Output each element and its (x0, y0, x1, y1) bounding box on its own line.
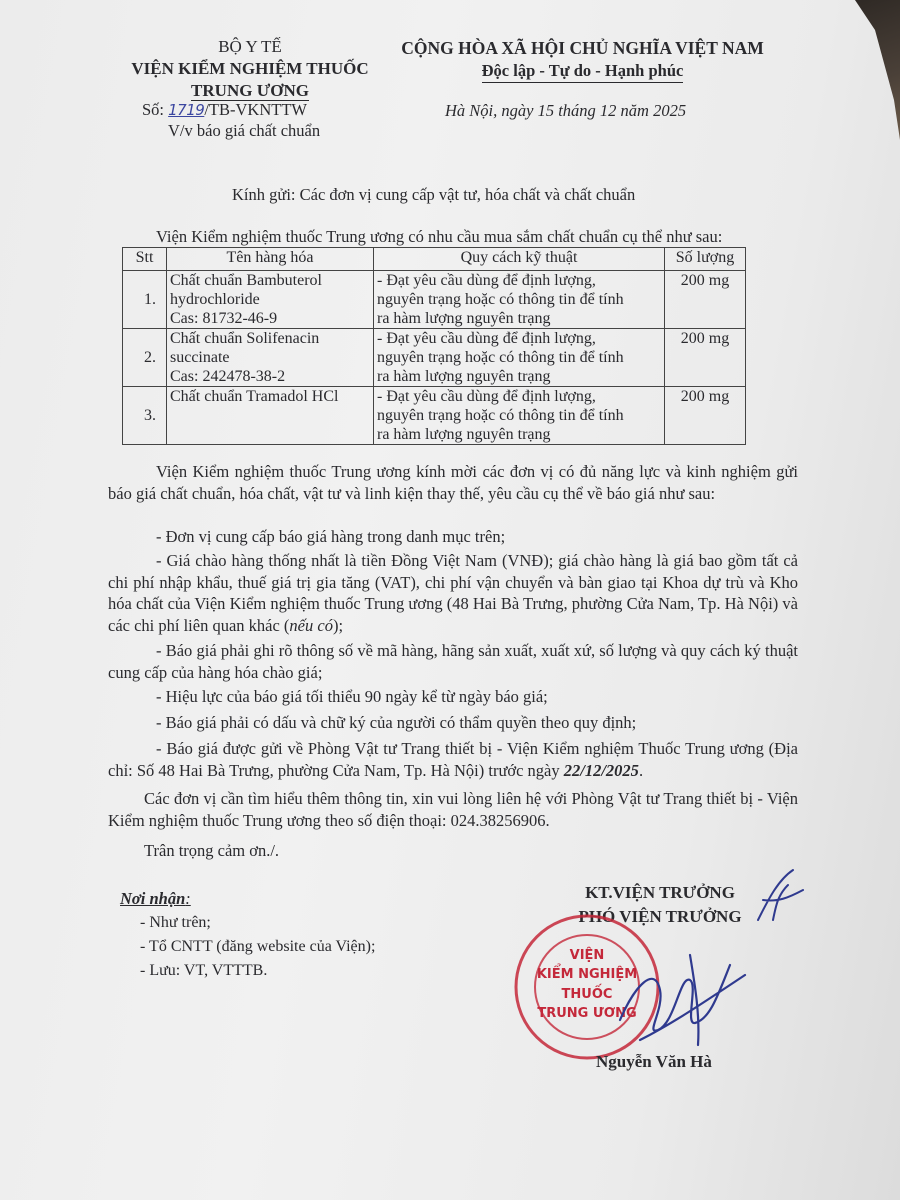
recipient-item: - Như trên; (140, 914, 211, 931)
table-header-row (123, 248, 746, 271)
signer-name: Nguyễn Văn Hà (596, 1052, 712, 1071)
doc-no-label: Số: (142, 100, 169, 119)
row-qty: 200 mg (665, 271, 746, 329)
table-row (123, 329, 746, 387)
req2-text: - Giá chào hàng thống nhất là tiền Đồng Việt Nam (VNĐ); giá chào hàng là giá bao gồm tất cả chi phí nhập khẩu, thuế giá trị gia tăng (VAT), chi phí vận chuyển và bàn giao tại Khoa dự trù và Kho hóa chất của Viện Kiểm nghiệm thuốc Trung ương (48 Hai Bà Trưng, phường Cửa Nam, Tp. Hà Nội) và các chi phí liên quan khác ( (108, 551, 798, 635)
row-spec (374, 329, 665, 387)
req6-deadline: 22/12/2025 (563, 760, 639, 780)
spec-line: - Đạt yêu cầu dùng để định lượng, (377, 272, 596, 289)
req6-text: - Báo giá được gửi về Phòng Vật tư Trang thiết bị - Viện Kiểm nghiệm Thuốc Trung ương (Địa chỉ: Số 48 Hai Bà Trưng, phường Cửa Nam, Tp. Hà Nội) trước ngày (108, 739, 798, 780)
row-stt: 3. (123, 387, 167, 445)
signature-deputy-title: PHÓ VIỆN TRƯỞNG (578, 907, 742, 926)
place-date: Hà Nội, ngày 15 tháng 12 năm 2025 (445, 101, 687, 120)
name-line: hydrochloride (170, 291, 260, 308)
name-line: Cas: 81732-46-9 (170, 310, 278, 327)
spec-line: ra hàm lượng nguyên trạng (377, 368, 551, 385)
spec-line: nguyên trạng hoặc có thông tin để tính (377, 291, 624, 308)
requirement-1: - Đơn vị cung cấp báo giá hàng trong danh mục trên; (156, 527, 506, 546)
row-spec (374, 387, 665, 445)
name-line: succinate (170, 349, 230, 366)
ministry-name: BỘ Y TẾ (218, 37, 282, 56)
issuer-header (120, 36, 380, 102)
spec-line: nguyên trạng hoặc có thông tin để tính (377, 349, 624, 366)
row-name (167, 271, 374, 329)
stamp-line-3: THUỐC (561, 987, 613, 1002)
spec-line: ra hàm lượng nguyên trạng (377, 426, 551, 443)
req2-end: ); (332, 615, 344, 635)
col-header-spec: Quy cách kỹ thuật (374, 248, 665, 271)
requirement-2 (108, 550, 798, 636)
req2-italic: nếu có (289, 615, 333, 635)
recipients-title: Nơi nhận: (120, 889, 191, 908)
col-header-name: Tên hàng hóa (167, 248, 374, 271)
document-number (142, 100, 307, 120)
requirement-3: - Báo giá phải ghi rõ thông số về mã hàng, hãng sản xuất, xuất xứ, số lượng và quy cách ký thuật cung cấp của hàng hóa chào giá; (108, 641, 798, 682)
doc-no-handwritten: 1719 (168, 101, 205, 119)
recipient-item: - Tổ CNTT (đăng website của Viện); (140, 938, 376, 955)
stamp-line-1: VIỆN (569, 948, 605, 963)
row-qty: 200 mg (665, 329, 746, 387)
table-row (123, 271, 746, 329)
recipient-item: - Lưu: VT, VTTTB. (140, 962, 268, 979)
document-subject: V/v báo giá chất chuẩn (168, 121, 321, 140)
signature-kt-title: KT.VIỆN TRƯỞNG (585, 883, 735, 902)
institute-name-line2: TRUNG ƯƠNG (191, 81, 309, 100)
doc-no-suffix: /TB-VKNTTW (204, 100, 307, 119)
stamp-line-2: KIỂM NGHIỆM (536, 967, 638, 982)
name-line: Cas: 242478-38-2 (170, 368, 286, 385)
requirement-4: - Hiệu lực của báo giá tối thiểu 90 ngày kể từ ngày báo giá; (156, 687, 548, 706)
intro-text: Viện Kiểm nghiệm thuốc Trung ương có nhu cầu mua sắm chất chuẩn cụ thể như sau: (156, 227, 723, 246)
handwritten-signature (600, 945, 750, 1065)
name-line: Chất chuẩn Tramadol HCl (170, 388, 339, 405)
row-name (167, 387, 374, 445)
spec-line: ra hàm lượng nguyên trạng (377, 310, 551, 327)
standards-table (122, 247, 746, 445)
row-stt: 1. (123, 271, 167, 329)
contact-paragraph: Các đơn vị cần tìm hiểu thêm thông tin, xin vui lòng liên hệ với Phòng Vật tư Trang thiết bị - Viện Kiểm nghiệm thuốc Trung ương theo số điện thoại: 024.38256906. (108, 789, 798, 830)
spec-line: nguyên trạng hoặc có thông tin để tính (377, 407, 624, 424)
national-motto: Độc lập - Tự do - Hạnh phúc (482, 60, 684, 83)
republic-title: CỘNG HÒA XÃ HỘI CHỦ NGHĨA VIỆT NAM (401, 38, 764, 58)
invitation-paragraph: Viện Kiểm nghiệm thuốc Trung ương kính mời các đơn vị có đủ năng lực và kinh nghiệm gửi báo giá chất chuẩn, hóa chất, vật tư và linh kiện thay thế, yêu cầu cụ thể về báo giá như sau: (108, 462, 798, 503)
row-qty: 200 mg (665, 387, 746, 445)
requirement-6 (108, 738, 798, 781)
table-row (123, 387, 746, 445)
col-header-qty: Số lượng (665, 248, 746, 271)
row-stt: 2. (123, 329, 167, 387)
stamp-line-4: TRUNG ƯƠNG (537, 1006, 637, 1021)
requirement-5: - Báo giá phải có dấu và chữ ký của người có thẩm quyền theo quy định; (156, 713, 637, 732)
name-line: Chất chuẩn Solifenacin (170, 330, 320, 347)
row-name (167, 329, 374, 387)
initial-mark (748, 860, 818, 930)
institute-name-line1: VIỆN KIỂM NGHIỆM THUỐC (131, 59, 369, 78)
col-header-stt: Stt (123, 248, 167, 271)
thanks-line: Trân trọng cảm ơn./. (144, 841, 280, 860)
req6-end: . (638, 760, 644, 780)
spec-line: - Đạt yêu cầu dùng để định lượng, (377, 330, 596, 347)
national-header (385, 36, 780, 83)
spec-line: - Đạt yêu cầu dùng để định lượng, (377, 388, 596, 405)
recipient-line: Kính gửi: Các đơn vị cung cấp vật tư, hóa chất và chất chuẩn (232, 185, 636, 204)
row-spec (374, 271, 665, 329)
name-line: Chất chuẩn Bambuterol (170, 272, 322, 289)
